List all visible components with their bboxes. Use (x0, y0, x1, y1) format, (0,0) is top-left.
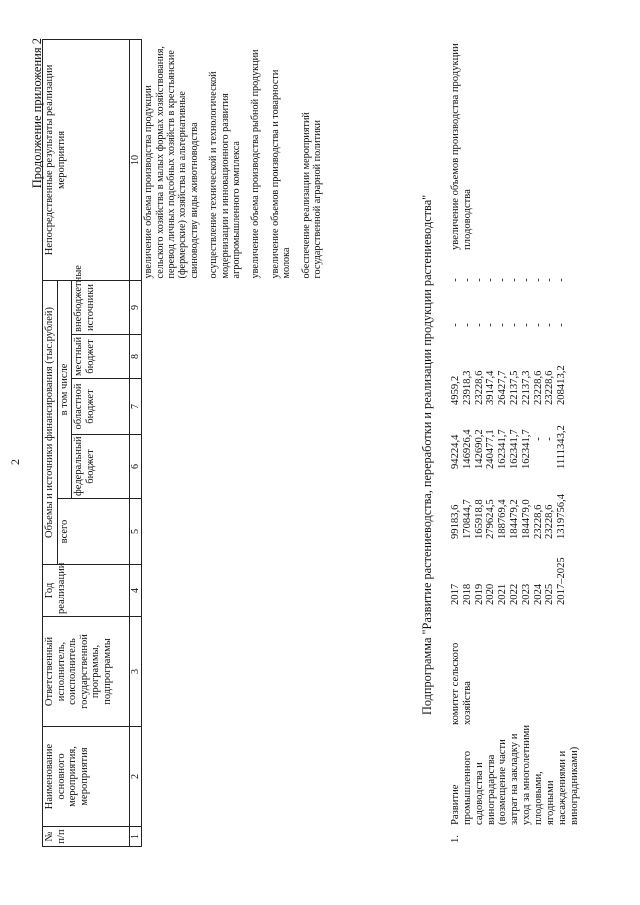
total-cell: 184479,2 (508, 499, 520, 539)
local-cell: - (450, 323, 461, 327)
total-cell: 165918,8 (473, 499, 485, 539)
col-num: 8 (130, 335, 142, 379)
hdr-year: Год реализации (43, 565, 130, 617)
federal-cell: 94224,4 (450, 434, 461, 469)
col-num: 2 (130, 727, 142, 827)
total-cell: 279624,5 (485, 499, 497, 539)
year-cell: 2019 (473, 583, 485, 605)
hdr-executor: Ответственный исполнитель, соисполнитель государственной программы, подпрограммы (43, 617, 130, 727)
total-cell: 1319756,4 (556, 493, 568, 539)
local-cell: - (532, 323, 544, 327)
hdr-number: № п/п (43, 827, 130, 847)
federal-cell: - (532, 437, 544, 441)
external-cell: - (473, 278, 485, 282)
federal-cell: 142690,2 (473, 429, 485, 469)
total-cell: 23228,6 (544, 504, 556, 539)
total-cell: 184479,0 (520, 499, 532, 539)
col-num: 5 (130, 499, 142, 565)
subprogram-title: Подпрограмма "Развитие растениеводства, переработки и реализации продукции растениеводства" (420, 194, 434, 715)
local-cell: - (461, 323, 473, 327)
total-cell: 188769,4 (497, 499, 509, 539)
year-cell: 2017 (450, 583, 461, 605)
external-cell: - (544, 278, 556, 282)
hdr-total: всего (57, 499, 130, 565)
federal-cell: 146926,4 (461, 429, 473, 469)
col-num: 7 (130, 379, 142, 435)
external-cell: - (520, 278, 532, 282)
col-num: 3 (130, 617, 142, 727)
col-num: 4 (130, 565, 142, 617)
external-cell: - (532, 278, 544, 282)
regional-cell: 23228,6 (473, 370, 485, 405)
result-text: обеспечение реализации мероприятий государственной аграрной политики (300, 112, 324, 279)
external-column (450, 260, 568, 300)
total-column (450, 473, 568, 539)
federal-cell: - (544, 437, 556, 441)
local-cell: - (473, 323, 485, 327)
local-cell: - (485, 323, 497, 327)
col-num: 1 (130, 827, 142, 847)
local-cell: - (556, 323, 568, 327)
row-result: увеличение объемов производства продукции плодоводства (450, 43, 473, 250)
previous-results (142, 39, 333, 280)
result-text: увеличение объема производства рыбной продукции (250, 49, 262, 279)
regional-cell: 22137,3 (520, 370, 532, 405)
local-cell: - (497, 323, 509, 327)
row-name: Развитие промышленного садоводства и виноградарства (возмещение части затрат на закладку и уход за многолетними плодовыми, ягодными насаждениями и виноградниками) (450, 725, 580, 825)
federal-column (450, 409, 568, 469)
regional-cell: 26427,7 (497, 370, 509, 405)
program-table (42, 39, 333, 847)
total-cell: 170844,7 (461, 499, 473, 539)
federal-cell: 1111343,2 (556, 425, 568, 469)
hdr-external: внебюджетные источники (72, 280, 130, 334)
row-executor: комитет сельского хозяйства (450, 642, 473, 725)
continuation-label: Продолжение приложения 2 (30, 38, 44, 189)
hdr-financing: Объемы и источники финансирования (тыс.рублей) (43, 280, 58, 564)
year-cell: 2024 (532, 583, 544, 605)
year-cell: 2017–2025 (556, 557, 568, 605)
external-cell: - (485, 278, 497, 282)
regional-cell: 23228,6 (532, 370, 544, 405)
regional-cell: 4959,2 (450, 375, 461, 405)
federal-cell: 162341,7 (508, 429, 520, 469)
result-text: осуществление технической и технологической модернизации и инновационного развития агропромышленного комплекса (208, 71, 243, 279)
external-cell: - (461, 278, 473, 282)
total-cell: 23228,6 (532, 504, 544, 539)
page-number: 2 (8, 459, 22, 465)
external-cell: - (556, 278, 568, 282)
regional-column (450, 353, 568, 405)
result-text: увеличение объема производства продукции сельского хозяйства в малых формах хозяйствования, перевод личных подсобных хозяйств в крестьянские (фермерские) хозяйства на альтернативные свиноводству виды животноводства (143, 46, 200, 279)
hdr-including: в том числе (57, 280, 72, 498)
local-cell: - (544, 323, 556, 327)
hdr-local: местный бюджет (72, 335, 130, 379)
col-num: 6 (130, 435, 142, 499)
hdr-results: Непосредственные результаты реализации мероприятия (43, 39, 130, 280)
year-cell: 2022 (508, 583, 520, 605)
year-cell: 2020 (485, 583, 497, 605)
year-cell: 2025 (544, 583, 556, 605)
federal-cell: 240477,1 (485, 429, 497, 469)
local-column (450, 305, 568, 345)
total-cell: 99183,6 (450, 504, 461, 539)
regional-cell: 208413,2 (556, 365, 568, 405)
regional-cell: 39147,4 (485, 370, 497, 405)
hdr-federal: федеральный бюджет (72, 435, 130, 499)
year-cell: 2021 (497, 583, 509, 605)
local-cell: - (520, 323, 532, 327)
regional-cell: 23918,3 (461, 370, 473, 405)
col-num: 10 (130, 39, 142, 280)
external-cell: - (508, 278, 520, 282)
hdr-regional: областной бюджет (72, 379, 130, 435)
external-cell: - (497, 278, 509, 282)
federal-cell: 162341,7 (497, 429, 509, 469)
year-cell: 2018 (461, 583, 473, 605)
col-num: 9 (130, 280, 142, 334)
regional-cell: 22137,5 (508, 370, 520, 405)
year-cell: 2023 (520, 583, 532, 605)
years-column (450, 543, 568, 605)
external-cell: - (450, 278, 461, 282)
row-number: 1. (450, 835, 461, 843)
hdr-name: Наименование основного мероприятия, мероприятия (43, 727, 130, 827)
federal-cell: 162341,7 (520, 429, 532, 469)
regional-cell: 23228,6 (544, 370, 556, 405)
local-cell: - (508, 323, 520, 327)
result-text: увеличение объемов производства и товарности молока (269, 69, 293, 279)
